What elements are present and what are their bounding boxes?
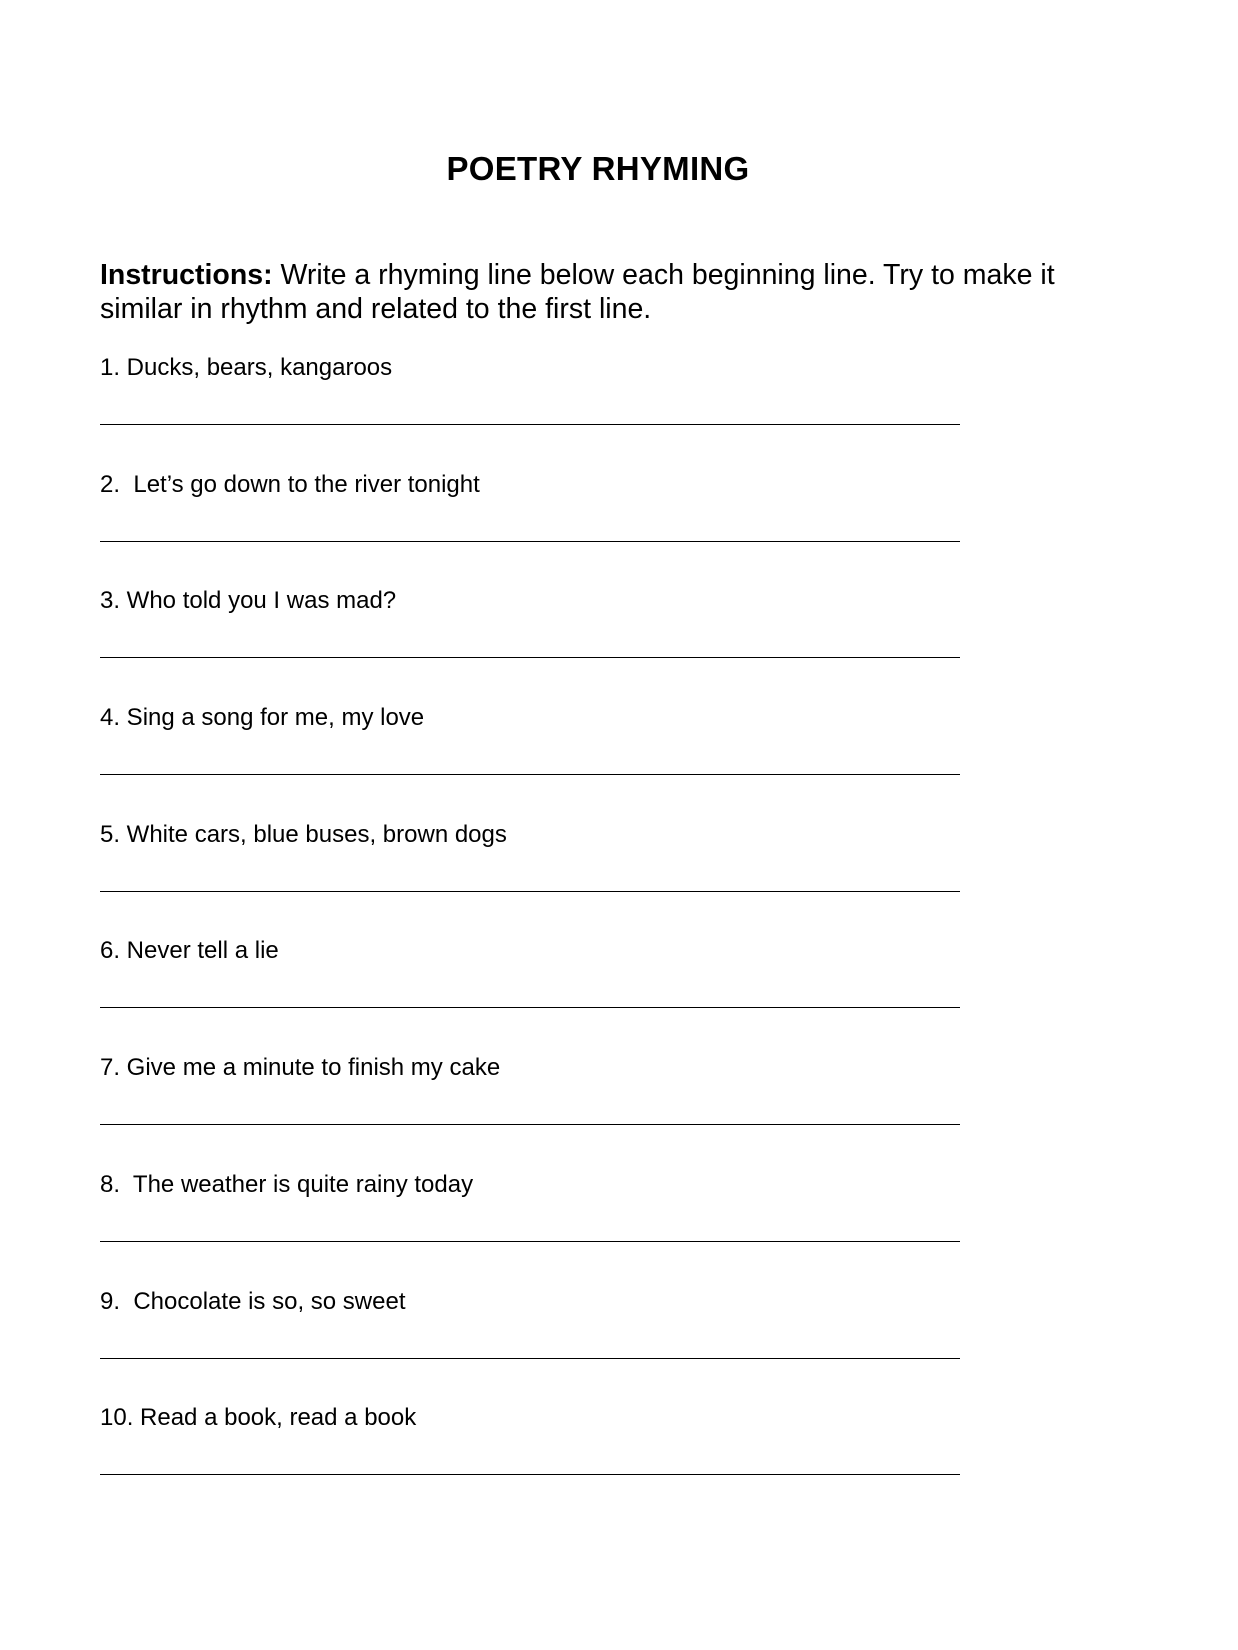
prompt-item (100, 586, 960, 703)
instructions-text: Write a rhyming line below each beginning line. Try to make it similar in rhythm and related to the first line. (100, 259, 1055, 325)
answer-line[interactable] (100, 1241, 960, 1242)
prompt-line: 3. Who told you I was mad? (100, 587, 397, 615)
instructions (100, 258, 1100, 326)
prompt-item (100, 936, 960, 1053)
prompt-item (100, 703, 960, 820)
answer-line[interactable] (100, 1474, 960, 1475)
prompt-item (100, 353, 960, 470)
answer-line[interactable] (100, 541, 960, 542)
prompt-line: 1. Ducks, bears, kangaroos (100, 354, 393, 381)
answer-line[interactable] (100, 891, 960, 892)
prompt-line: 4. Sing a song for me, my love (100, 704, 425, 732)
answer-line[interactable] (100, 424, 960, 425)
prompt-line: 9. Chocolate is so, so sweet (100, 1287, 406, 1315)
prompt-line: 10. Read a book, read a book (100, 1404, 417, 1432)
prompt-line: 7. Give me a minute to finish my cake (100, 1054, 501, 1082)
answer-line[interactable] (100, 774, 960, 775)
answer-line[interactable] (100, 1358, 960, 1359)
answer-line[interactable] (100, 657, 960, 658)
page-title: POETRY RHYMING (446, 150, 750, 187)
prompt-item (100, 1403, 960, 1520)
prompt-line: 8. The weather is quite rainy today (100, 1170, 474, 1198)
prompt-item (100, 1287, 960, 1404)
prompt-line: 5. White cars, blue buses, brown dogs (100, 820, 507, 848)
answer-line[interactable] (100, 1007, 960, 1008)
prompt-list (100, 353, 960, 1520)
prompt-item (100, 470, 960, 587)
answer-line[interactable] (100, 1124, 960, 1125)
prompt-line: 2. Let’s go down to the river tonight (100, 470, 480, 498)
prompt-item (100, 1170, 960, 1287)
instructions-label: Instructions: (100, 259, 273, 291)
prompt-item (100, 1053, 960, 1170)
prompt-item (100, 820, 960, 937)
prompt-line: 6. Never tell a lie (100, 937, 279, 965)
